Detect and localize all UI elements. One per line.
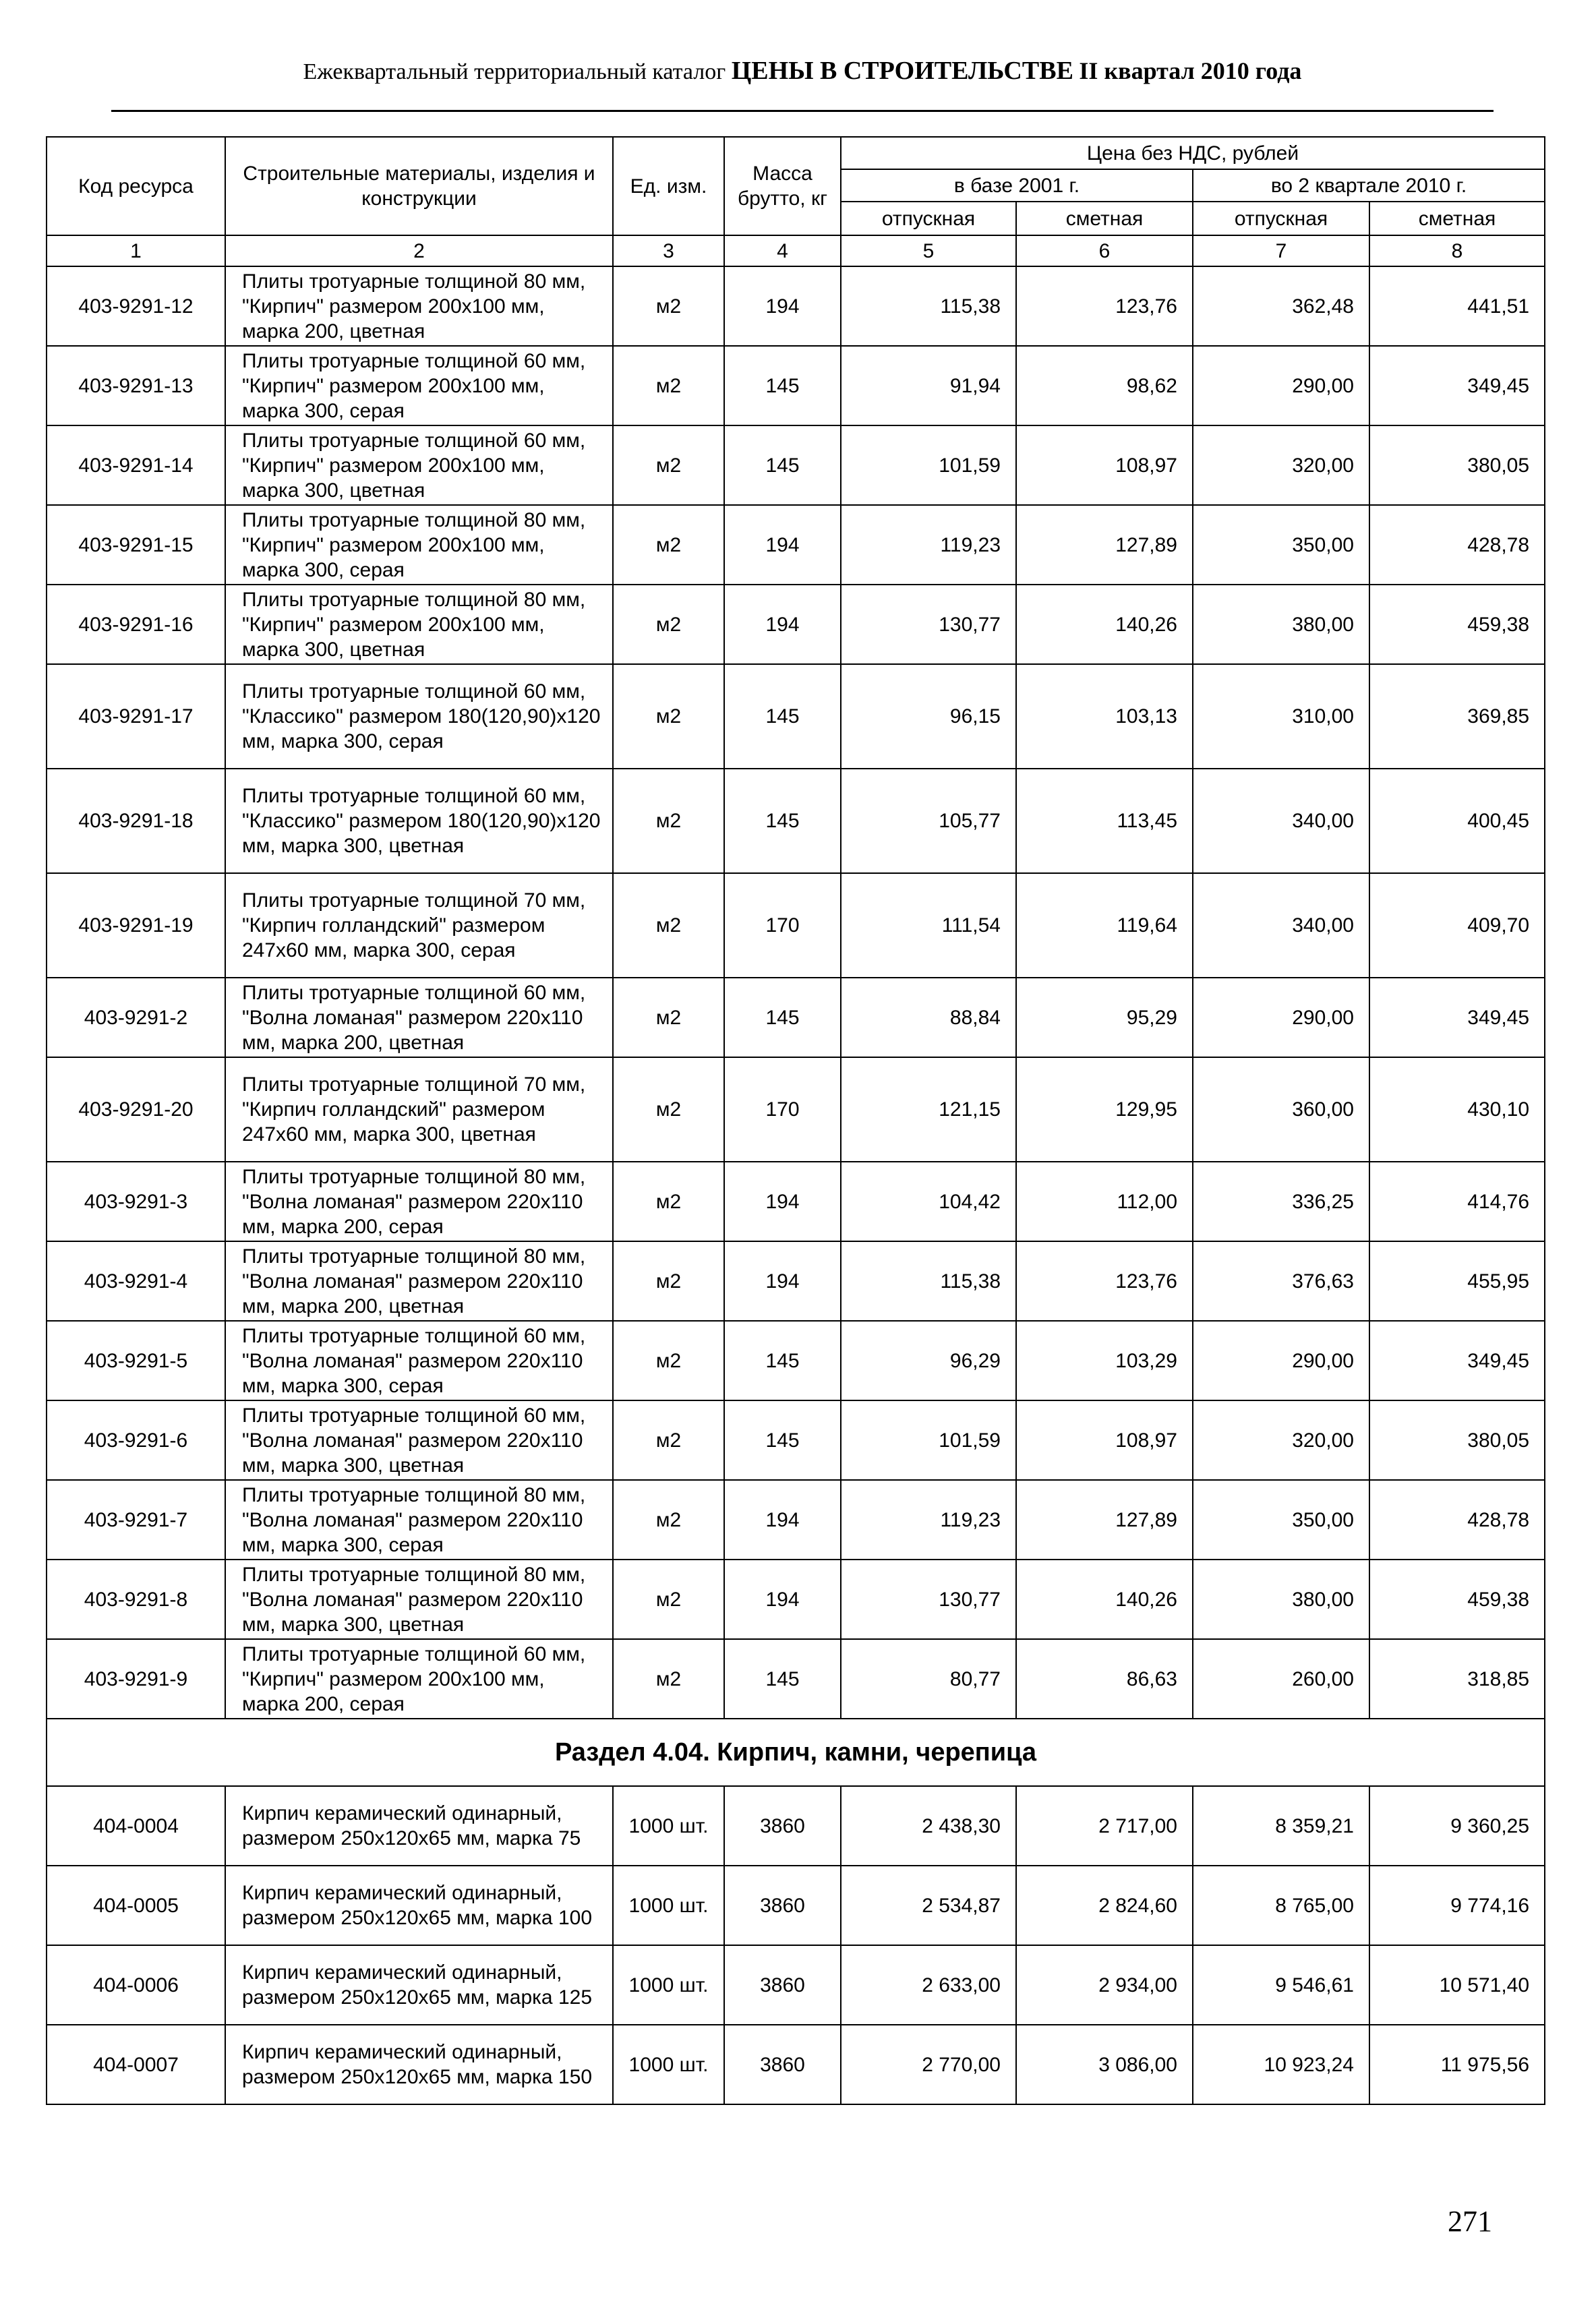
column-number: 7 (1193, 235, 1369, 266)
resource-code: 403-9291-5 (47, 1321, 225, 1400)
page-number: 271 (1448, 2205, 1492, 2238)
base-estimate-price: 108,97 (1016, 425, 1193, 505)
section-404-heading (47, 1719, 1545, 1786)
table-row (47, 1480, 1545, 1560)
table-row (47, 1321, 1545, 1400)
current-estimate-price: 414,76 (1369, 1162, 1545, 1241)
column-number: 3 (613, 235, 724, 266)
material-name: Плиты тротуарные толщиной 60 мм, "Волна ломаная" размером 220х110 мм, марка 200, цветная (225, 978, 613, 1057)
current-release-price: 290,00 (1193, 1321, 1369, 1400)
base-release-price: 101,59 (841, 425, 1016, 505)
current-estimate-price: 400,45 (1369, 769, 1545, 873)
price-table (46, 136, 1545, 2105)
base-release-price: 88,84 (841, 978, 1016, 1057)
col-header-release: отпускная (841, 202, 1016, 235)
resource-code: 404-0006 (47, 1945, 225, 2025)
resource-code: 404-0005 (47, 1866, 225, 1945)
base-release-price: 96,15 (841, 664, 1016, 769)
table-row (47, 1639, 1545, 1719)
current-release-price: 320,00 (1193, 1400, 1369, 1480)
material-name: Кирпич керамический одинарный, размером 250х120х65 мм, марка 150 (225, 2025, 613, 2104)
gross-mass: 145 (724, 425, 841, 505)
resource-code: 403-9291-15 (47, 505, 225, 585)
current-estimate-price: 459,38 (1369, 585, 1545, 664)
resource-code: 403-9291-7 (47, 1480, 225, 1560)
current-release-price: 362,48 (1193, 266, 1369, 346)
unit: м2 (613, 1480, 724, 1560)
col-header-price: Цена без НДС, рублей (841, 137, 1545, 169)
base-release-price: 2 633,00 (841, 1945, 1016, 2025)
resource-code: 403-9291-6 (47, 1400, 225, 1480)
col-header-base-2001: в базе 2001 г. (841, 169, 1193, 202)
column-number-row (47, 235, 1545, 266)
material-name: Плиты тротуарные толщиной 60 мм, "Классико" размером 180(120,90)х120 мм, марка 300, цветная (225, 769, 613, 873)
current-estimate-price: 318,85 (1369, 1639, 1545, 1719)
resource-code: 403-9291-20 (47, 1057, 225, 1162)
gross-mass: 194 (724, 1560, 841, 1639)
unit: м2 (613, 505, 724, 585)
base-estimate-price: 119,64 (1016, 873, 1193, 978)
unit: м2 (613, 1241, 724, 1321)
section-404-rows (47, 1786, 1545, 2104)
resource-code: 403-9291-14 (47, 425, 225, 505)
unit: м2 (613, 346, 724, 425)
gross-mass: 170 (724, 873, 841, 978)
section-title: Раздел 4.04. Кирпич, камни, черепица (47, 1719, 1545, 1786)
current-estimate-price: 459,38 (1369, 1560, 1545, 1639)
gross-mass: 145 (724, 346, 841, 425)
resource-code: 403-9291-8 (47, 1560, 225, 1639)
col-header-q2-2010: во 2 квартале 2010 г. (1193, 169, 1545, 202)
col-header-estimate-2: сметная (1369, 202, 1545, 235)
col-header-code: Код ресурса (47, 137, 225, 235)
material-name: Плиты тротуарные толщиной 60 мм, "Волна ломаная" размером 220х110 мм, марка 300, серая (225, 1321, 613, 1400)
gross-mass: 3860 (724, 2025, 841, 2104)
unit: м2 (613, 1560, 724, 1639)
unit: м2 (613, 769, 724, 873)
table-row (47, 1945, 1545, 2025)
unit: м2 (613, 1400, 724, 1480)
material-name: Плиты тротуарные толщиной 80 мм, "Кирпич" размером 200х100 мм, марка 200, цветная (225, 266, 613, 346)
current-release-price: 350,00 (1193, 505, 1369, 585)
table-row (47, 505, 1545, 585)
column-number: 2 (225, 235, 613, 266)
base-release-price: 119,23 (841, 505, 1016, 585)
current-release-price: 336,25 (1193, 1162, 1369, 1241)
resource-code: 403-9291-3 (47, 1162, 225, 1241)
material-name: Плиты тротуарные толщиной 70 мм, "Кирпич голландский" размером 247х60 мм, марка 300, цветная (225, 1057, 613, 1162)
gross-mass: 194 (724, 1480, 841, 1560)
current-estimate-price: 409,70 (1369, 873, 1545, 978)
gross-mass: 145 (724, 769, 841, 873)
unit: м2 (613, 585, 724, 664)
base-release-price: 105,77 (841, 769, 1016, 873)
gross-mass: 145 (724, 1321, 841, 1400)
gross-mass: 170 (724, 1057, 841, 1162)
gross-mass: 145 (724, 978, 841, 1057)
resource-code: 404-0007 (47, 2025, 225, 2104)
material-name: Плиты тротуарные толщиной 80 мм, "Кирпич" размером 200х100 мм, марка 300, серая (225, 505, 613, 585)
unit: м2 (613, 266, 724, 346)
base-release-price: 2 438,30 (841, 1786, 1016, 1866)
current-estimate-price: 9 360,25 (1369, 1786, 1545, 1866)
base-release-price: 80,77 (841, 1639, 1016, 1719)
base-estimate-price: 3 086,00 (1016, 2025, 1193, 2104)
unit: 1000 шт. (613, 1786, 724, 1866)
base-estimate-price: 140,26 (1016, 585, 1193, 664)
col-header-estimate: сметная (1016, 202, 1193, 235)
current-release-price: 290,00 (1193, 978, 1369, 1057)
unit: м2 (613, 1321, 724, 1400)
table-row (47, 1241, 1545, 1321)
base-estimate-price: 2 934,00 (1016, 1945, 1193, 2025)
base-release-price: 121,15 (841, 1057, 1016, 1162)
base-release-price: 111,54 (841, 873, 1016, 978)
column-number: 8 (1369, 235, 1545, 266)
material-name: Кирпич керамический одинарный, размером 250х120х65 мм, марка 125 (225, 1945, 613, 2025)
base-release-price: 101,59 (841, 1400, 1016, 1480)
gross-mass: 3860 (724, 1786, 841, 1866)
col-header-mass: Масса брутто, кг (724, 137, 841, 235)
gross-mass: 194 (724, 505, 841, 585)
table-row (47, 873, 1545, 978)
table-row (47, 664, 1545, 769)
gross-mass: 194 (724, 585, 841, 664)
base-release-price: 91,94 (841, 346, 1016, 425)
base-estimate-price: 127,89 (1016, 1480, 1193, 1560)
current-release-price: 10 923,24 (1193, 2025, 1369, 2104)
current-estimate-price: 428,78 (1369, 1480, 1545, 1560)
resource-code: 403-9291-13 (47, 346, 225, 425)
current-estimate-price: 380,05 (1369, 1400, 1545, 1480)
base-estimate-price: 98,62 (1016, 346, 1193, 425)
resource-code: 403-9291-12 (47, 266, 225, 346)
current-release-price: 380,00 (1193, 1560, 1369, 1639)
column-number: 5 (841, 235, 1016, 266)
current-release-price: 260,00 (1193, 1639, 1369, 1719)
material-name: Кирпич керамический одинарный, размером 250х120х65 мм, марка 75 (225, 1786, 613, 1866)
unit: м2 (613, 1639, 724, 1719)
gross-mass: 3860 (724, 1866, 841, 1945)
current-estimate-price: 349,45 (1369, 346, 1545, 425)
table-row (47, 769, 1545, 873)
current-estimate-price: 9 774,16 (1369, 1866, 1545, 1945)
header-title: ЦЕНЫ В СТРОИТЕЛЬСТВЕ (731, 57, 1073, 85)
gross-mass: 3860 (724, 1945, 841, 2025)
base-release-price: 130,77 (841, 585, 1016, 664)
base-release-price: 130,77 (841, 1560, 1016, 1639)
base-release-price: 2 770,00 (841, 2025, 1016, 2104)
base-estimate-price: 127,89 (1016, 505, 1193, 585)
material-name: Плиты тротуарные толщиной 80 мм, "Волна ломаная" размером 220х110 мм, марка 300, серая (225, 1480, 613, 1560)
unit: 1000 шт. (613, 2025, 724, 2104)
current-release-price: 350,00 (1193, 1480, 1369, 1560)
column-number: 6 (1016, 235, 1193, 266)
unit: м2 (613, 1162, 724, 1241)
table-row (47, 1866, 1545, 1945)
unit: м2 (613, 425, 724, 505)
material-name: Плиты тротуарные толщиной 80 мм, "Волна ломаная" размером 220х110 мм, марка 300, цветная (225, 1560, 613, 1639)
current-release-price: 340,00 (1193, 769, 1369, 873)
table-row (47, 978, 1545, 1057)
base-estimate-price: 129,95 (1016, 1057, 1193, 1162)
current-estimate-price: 10 571,40 (1369, 1945, 1545, 2025)
current-release-price: 376,63 (1193, 1241, 1369, 1321)
col-header-release-2: отпускная (1193, 202, 1369, 235)
current-estimate-price: 455,95 (1369, 1241, 1545, 1321)
material-name: Плиты тротуарные толщиной 60 мм, "Кирпич" размером 200х100 мм, марка 300, цветная (225, 425, 613, 505)
current-release-price: 290,00 (1193, 346, 1369, 425)
material-name: Плиты тротуарные толщиной 60 мм, "Кирпич" размером 200х100 мм, марка 200, серая (225, 1639, 613, 1719)
base-estimate-price: 2 824,60 (1016, 1866, 1193, 1945)
table-row (47, 425, 1545, 505)
current-estimate-price: 428,78 (1369, 505, 1545, 585)
resource-code: 403-9291-18 (47, 769, 225, 873)
col-header-material: Строительные материалы, изделия и конструкции (225, 137, 613, 235)
base-estimate-price: 2 717,00 (1016, 1786, 1193, 1866)
table-header (47, 137, 1545, 266)
gross-mass: 145 (724, 1639, 841, 1719)
header-rule (111, 110, 1494, 112)
unit: 1000 шт. (613, 1945, 724, 2025)
column-number: 4 (724, 235, 841, 266)
base-release-price: 2 534,87 (841, 1866, 1016, 1945)
material-name: Плиты тротуарные толщиной 80 мм, "Кирпич" размером 200х100 мм, марка 300, цветная (225, 585, 613, 664)
unit: м2 (613, 1057, 724, 1162)
base-estimate-price: 112,00 (1016, 1162, 1193, 1241)
base-estimate-price: 103,29 (1016, 1321, 1193, 1400)
base-release-price: 104,42 (841, 1162, 1016, 1241)
base-release-price: 119,23 (841, 1480, 1016, 1560)
table-row (47, 1560, 1545, 1639)
table-row (47, 585, 1545, 664)
unit: м2 (613, 978, 724, 1057)
header-lead: Ежеквартальный территориальный каталог (303, 59, 726, 84)
material-name: Плиты тротуарные толщиной 60 мм, "Кирпич" размером 200х100 мм, марка 300, серая (225, 346, 613, 425)
current-estimate-price: 11 975,56 (1369, 2025, 1545, 2104)
current-estimate-price: 349,45 (1369, 978, 1545, 1057)
table-row (47, 1400, 1545, 1480)
base-estimate-price: 86,63 (1016, 1639, 1193, 1719)
gross-mass: 194 (724, 1162, 841, 1241)
resource-code: 403-9291-16 (47, 585, 225, 664)
table-row (47, 266, 1545, 346)
current-estimate-price: 349,45 (1369, 1321, 1545, 1400)
current-release-price: 8 359,21 (1193, 1786, 1369, 1866)
table-row (47, 1786, 1545, 1866)
base-estimate-price: 108,97 (1016, 1400, 1193, 1480)
material-name: Плиты тротуарные толщиной 80 мм, "Волна ломаная" размером 220х110 мм, марка 200, серая (225, 1162, 613, 1241)
header-quarter: II квартал 2010 года (1079, 57, 1302, 84)
current-release-price: 380,00 (1193, 585, 1369, 664)
running-header (111, 57, 1494, 86)
resource-code: 403-9291-19 (47, 873, 225, 978)
resource-code: 404-0004 (47, 1786, 225, 1866)
section-403-rows (47, 266, 1545, 1719)
base-release-price: 96,29 (841, 1321, 1016, 1400)
resource-code: 403-9291-2 (47, 978, 225, 1057)
unit: м2 (613, 664, 724, 769)
current-release-price: 8 765,00 (1193, 1866, 1369, 1945)
base-estimate-price: 123,76 (1016, 266, 1193, 346)
base-estimate-price: 123,76 (1016, 1241, 1193, 1321)
unit: м2 (613, 873, 724, 978)
unit: 1000 шт. (613, 1866, 724, 1945)
base-estimate-price: 95,29 (1016, 978, 1193, 1057)
material-name: Плиты тротуарные толщиной 60 мм, "Классико" размером 180(120,90)х120 мм, марка 300, серая (225, 664, 613, 769)
resource-code: 403-9291-9 (47, 1639, 225, 1719)
base-estimate-price: 103,13 (1016, 664, 1193, 769)
current-release-price: 320,00 (1193, 425, 1369, 505)
material-name: Плиты тротуарные толщиной 70 мм, "Кирпич голландский" размером 247х60 мм, марка 300, серая (225, 873, 613, 978)
resource-code: 403-9291-17 (47, 664, 225, 769)
current-release-price: 310,00 (1193, 664, 1369, 769)
table-row (47, 346, 1545, 425)
current-release-price: 340,00 (1193, 873, 1369, 978)
current-estimate-price: 369,85 (1369, 664, 1545, 769)
material-name: Кирпич керамический одинарный, размером 250х120х65 мм, марка 100 (225, 1866, 613, 1945)
current-release-price: 9 546,61 (1193, 1945, 1369, 2025)
base-release-price: 115,38 (841, 1241, 1016, 1321)
table-row (47, 1162, 1545, 1241)
material-name: Плиты тротуарные толщиной 60 мм, "Волна ломаная" размером 220х110 мм, марка 300, цветная (225, 1400, 613, 1480)
base-estimate-price: 113,45 (1016, 769, 1193, 873)
base-release-price: 115,38 (841, 266, 1016, 346)
table-row (47, 2025, 1545, 2104)
resource-code: 403-9291-4 (47, 1241, 225, 1321)
gross-mass: 194 (724, 266, 841, 346)
material-name: Плиты тротуарные толщиной 80 мм, "Волна ломаная" размером 220х110 мм, марка 200, цветная (225, 1241, 613, 1321)
current-release-price: 360,00 (1193, 1057, 1369, 1162)
table-row (47, 1057, 1545, 1162)
gross-mass: 145 (724, 664, 841, 769)
column-number: 1 (47, 235, 225, 266)
base-estimate-price: 140,26 (1016, 1560, 1193, 1639)
current-estimate-price: 441,51 (1369, 266, 1545, 346)
gross-mass: 145 (724, 1400, 841, 1480)
current-estimate-price: 380,05 (1369, 425, 1545, 505)
gross-mass: 194 (724, 1241, 841, 1321)
col-header-unit: Ед. изм. (613, 137, 724, 235)
current-estimate-price: 430,10 (1369, 1057, 1545, 1162)
